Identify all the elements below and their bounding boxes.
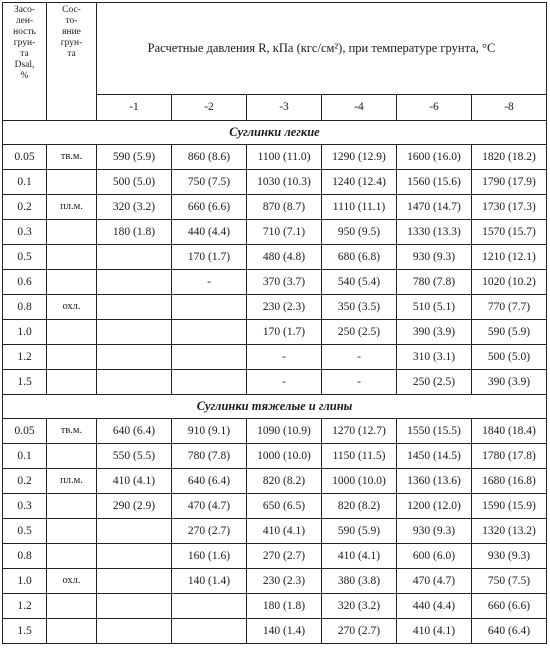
pressure-header: Расчетные давления R, кПа (кгс/см²), при температуре грунта, °C (97, 3, 547, 95)
state-cell (47, 320, 97, 345)
value-cell: 1360 (13.6) (397, 469, 472, 494)
value-cell: 1200 (12.0) (397, 494, 472, 519)
dsal-cell: 0.8 (3, 544, 47, 569)
temp-header: -1 (97, 95, 172, 121)
temp-header: -8 (472, 95, 547, 121)
value-cell: 1790 (17.9) (472, 170, 547, 195)
value-cell (97, 619, 172, 644)
section-title: Суглинки тяжелые и глины (3, 395, 547, 419)
value-cell: 1290 (12.9) (322, 145, 397, 170)
value-cell: 660 (6.6) (172, 195, 247, 220)
dsal-cell: 1.0 (3, 569, 47, 594)
dsal-cell: 1.5 (3, 370, 47, 395)
value-cell: 1090 (10.9) (247, 419, 322, 444)
state-cell: тв.м. (47, 419, 97, 444)
state-cell (47, 345, 97, 370)
value-cell: 820 (8.2) (247, 469, 322, 494)
value-cell: 930 (9.3) (397, 245, 472, 270)
value-cell (97, 544, 172, 569)
value-cell (172, 594, 247, 619)
temp-header: -4 (322, 95, 397, 121)
value-cell: 170 (1.7) (172, 245, 247, 270)
value-cell: 1000 (10.0) (322, 469, 397, 494)
dsal-cell: 1.0 (3, 320, 47, 345)
temp-header: -3 (247, 95, 322, 121)
value-cell: 660 (6.6) (472, 594, 547, 619)
value-cell (97, 519, 172, 544)
value-cell (97, 320, 172, 345)
table-row (3, 494, 547, 519)
state-cell (47, 594, 97, 619)
value-cell (172, 370, 247, 395)
dsal-cell: 0.3 (3, 220, 47, 245)
section-title: Суглинки легкие (3, 121, 547, 145)
value-cell: 640 (6.4) (97, 419, 172, 444)
value-cell: 1550 (15.5) (397, 419, 472, 444)
temp-header: -6 (397, 95, 472, 121)
value-cell: 470 (4.7) (397, 569, 472, 594)
value-cell: 250 (2.5) (322, 320, 397, 345)
dsal-cell: 0.5 (3, 519, 47, 544)
value-cell: 1100 (11.0) (247, 145, 322, 170)
value-cell: 820 (8.2) (322, 494, 397, 519)
value-cell: 140 (1.4) (172, 569, 247, 594)
value-cell: 350 (3.5) (322, 295, 397, 320)
value-cell: - (247, 370, 322, 395)
value-cell: 1840 (18.4) (472, 419, 547, 444)
value-cell: 180 (1.8) (247, 594, 322, 619)
value-cell: 1330 (13.3) (397, 220, 472, 245)
value-cell: 390 (3.9) (397, 320, 472, 345)
pressure-table (2, 2, 547, 644)
value-cell: 410 (4.1) (97, 469, 172, 494)
value-cell: 1320 (13.2) (472, 519, 547, 544)
value-cell: 510 (5.1) (397, 295, 472, 320)
state-cell (47, 270, 97, 295)
value-cell: 1000 (10.0) (247, 444, 322, 469)
value-cell (97, 594, 172, 619)
value-cell: 1590 (15.9) (472, 494, 547, 519)
table-row (3, 594, 547, 619)
value-cell: 780 (7.8) (172, 444, 247, 469)
value-cell: 390 (3.9) (472, 370, 547, 395)
table-row (3, 469, 547, 494)
value-cell: 1820 (18.2) (472, 145, 547, 170)
value-cell: 270 (2.7) (247, 544, 322, 569)
value-cell: 440 (4.4) (397, 594, 472, 619)
value-cell: 1020 (10.2) (472, 270, 547, 295)
value-cell: 1150 (11.5) (322, 444, 397, 469)
value-cell: 780 (7.8) (397, 270, 472, 295)
dsal-cell: 0.3 (3, 494, 47, 519)
table-row (3, 220, 547, 245)
table-row (3, 145, 547, 170)
value-cell: 380 (3.8) (322, 569, 397, 594)
value-cell: 710 (7.1) (247, 220, 322, 245)
table-row (3, 320, 547, 345)
value-cell: 370 (3.7) (247, 270, 322, 295)
moisture-header: Засо- лен- ность грун- та Dsal, % (3, 3, 47, 121)
dsal-cell: 1.2 (3, 594, 47, 619)
value-cell: 1600 (16.0) (397, 145, 472, 170)
value-cell (97, 569, 172, 594)
value-cell: 930 (9.3) (397, 519, 472, 544)
state-cell: охл. (47, 569, 97, 594)
value-cell: 1210 (12.1) (472, 245, 547, 270)
state-cell: пл.м. (47, 469, 97, 494)
value-cell: 1030 (10.3) (247, 170, 322, 195)
value-cell: 1110 (11.1) (322, 195, 397, 220)
value-cell: 1560 (15.6) (397, 170, 472, 195)
value-cell: 1730 (17.3) (472, 195, 547, 220)
value-cell: 290 (2.9) (97, 494, 172, 519)
value-cell: 750 (7.5) (472, 569, 547, 594)
temp-header: -2 (172, 95, 247, 121)
value-cell (97, 295, 172, 320)
dsal-cell: 0.05 (3, 145, 47, 170)
value-cell: 1680 (16.8) (472, 469, 547, 494)
state-cell (47, 494, 97, 519)
value-cell: 930 (9.3) (472, 544, 547, 569)
table-row (3, 419, 547, 444)
value-cell: 1470 (14.7) (397, 195, 472, 220)
value-cell: 950 (9.5) (322, 220, 397, 245)
state-cell: охл. (47, 295, 97, 320)
value-cell: 500 (5.0) (97, 170, 172, 195)
state-cell: тв.м. (47, 145, 97, 170)
dsal-cell: 0.2 (3, 469, 47, 494)
dsal-cell: 0.6 (3, 270, 47, 295)
value-cell: 590 (5.9) (322, 519, 397, 544)
value-cell: 140 (1.4) (247, 619, 322, 644)
table-row (3, 170, 547, 195)
value-cell: 680 (6.8) (322, 245, 397, 270)
value-cell (97, 270, 172, 295)
value-cell (172, 619, 247, 644)
dsal-cell: 1.5 (3, 619, 47, 644)
value-cell: 1240 (12.4) (322, 170, 397, 195)
value-cell: 860 (8.6) (172, 145, 247, 170)
table-row (3, 544, 547, 569)
value-cell: 410 (4.1) (397, 619, 472, 644)
value-cell: 540 (5.4) (322, 270, 397, 295)
table-row (3, 444, 547, 469)
value-cell (97, 245, 172, 270)
value-cell: 600 (6.0) (397, 544, 472, 569)
value-cell: 640 (6.4) (472, 619, 547, 644)
value-cell: 230 (2.3) (247, 295, 322, 320)
value-cell (172, 345, 247, 370)
state-cell (47, 370, 97, 395)
table-row (3, 270, 547, 295)
state-cell (47, 444, 97, 469)
value-cell (97, 345, 172, 370)
state-cell (47, 619, 97, 644)
state-cell (47, 170, 97, 195)
state-cell (47, 519, 97, 544)
value-cell: 410 (4.1) (247, 519, 322, 544)
value-cell: 180 (1.8) (97, 220, 172, 245)
table-row (3, 245, 547, 270)
table-row (3, 195, 547, 220)
value-cell: 320 (3.2) (322, 594, 397, 619)
value-cell: - (322, 345, 397, 370)
value-cell: 1450 (14.5) (397, 444, 472, 469)
value-cell (97, 370, 172, 395)
value-cell: 440 (4.4) (172, 220, 247, 245)
value-cell: 230 (2.3) (247, 569, 322, 594)
value-cell: 590 (5.9) (472, 320, 547, 345)
dsal-cell: 0.05 (3, 419, 47, 444)
value-cell: 550 (5.5) (97, 444, 172, 469)
value-cell: 270 (2.7) (322, 619, 397, 644)
table-row (3, 345, 547, 370)
table-row (3, 619, 547, 644)
value-cell: 1570 (15.7) (472, 220, 547, 245)
state-cell (47, 245, 97, 270)
value-cell: 410 (4.1) (322, 544, 397, 569)
value-cell: 170 (1.7) (247, 320, 322, 345)
dsal-cell: 0.8 (3, 295, 47, 320)
table-row (3, 519, 547, 544)
state-cell (47, 544, 97, 569)
value-cell: 250 (2.5) (397, 370, 472, 395)
value-cell: 310 (3.1) (397, 345, 472, 370)
dsal-cell: 1.2 (3, 345, 47, 370)
value-cell: - (172, 270, 247, 295)
value-cell: 590 (5.9) (97, 145, 172, 170)
value-cell: - (322, 370, 397, 395)
state-cell: пл.м. (47, 195, 97, 220)
value-cell: 270 (2.7) (172, 519, 247, 544)
dsal-cell: 0.5 (3, 245, 47, 270)
state-header: Сос- то- яние грун- та (47, 3, 97, 121)
value-cell: - (247, 345, 322, 370)
value-cell: 160 (1.6) (172, 544, 247, 569)
value-cell: 480 (4.8) (247, 245, 322, 270)
value-cell: 650 (6.5) (247, 494, 322, 519)
dsal-cell: 0.1 (3, 170, 47, 195)
value-cell (172, 295, 247, 320)
table-row (3, 569, 547, 594)
value-cell: 500 (5.0) (472, 345, 547, 370)
value-cell: 320 (3.2) (97, 195, 172, 220)
value-cell: 910 (9.1) (172, 419, 247, 444)
value-cell: 770 (7.7) (472, 295, 547, 320)
value-cell: 870 (8.7) (247, 195, 322, 220)
value-cell: 1780 (17.8) (472, 444, 547, 469)
table-row (3, 295, 547, 320)
value-cell: 1270 (12.7) (322, 419, 397, 444)
value-cell: 640 (6.4) (172, 469, 247, 494)
dsal-cell: 0.2 (3, 195, 47, 220)
value-cell (172, 320, 247, 345)
state-cell (47, 220, 97, 245)
dsal-cell: 0.1 (3, 444, 47, 469)
value-cell: 470 (4.7) (172, 494, 247, 519)
table-row (3, 370, 547, 395)
value-cell: 750 (7.5) (172, 170, 247, 195)
